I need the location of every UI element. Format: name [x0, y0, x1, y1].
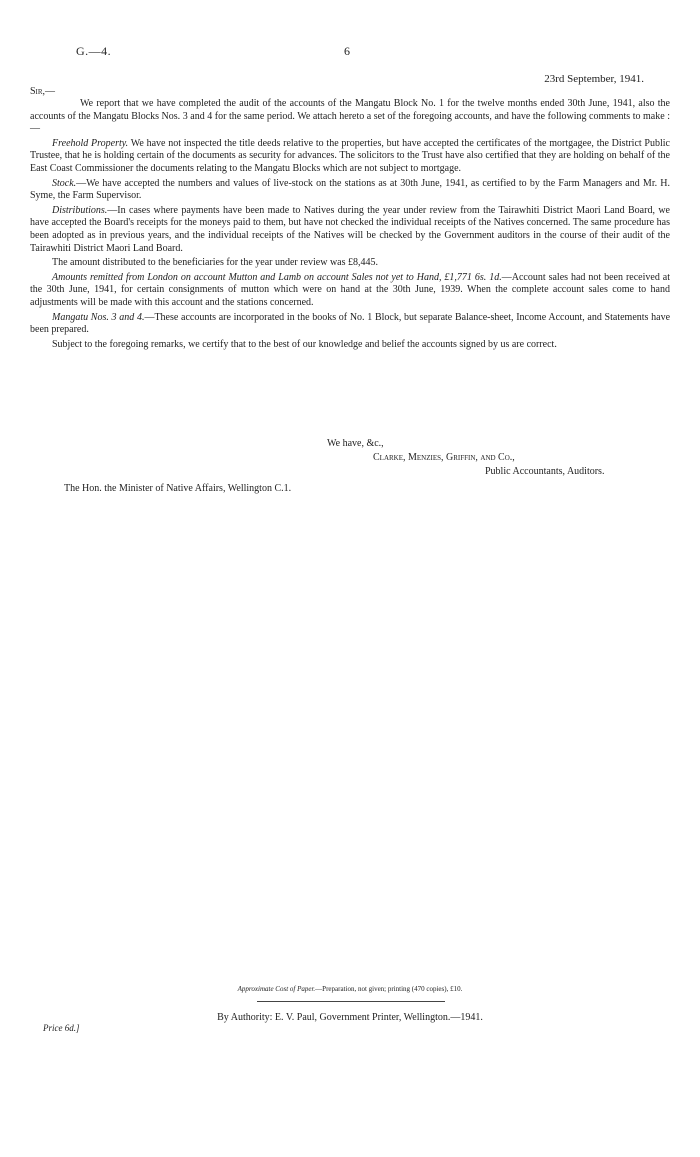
price: Price 6d.] [43, 1023, 80, 1033]
paragraph-distributions [30, 205, 670, 255]
cost-label: Approximate Cost of Paper. [237, 985, 316, 993]
heading-distributions: Distributions. [52, 204, 108, 216]
paragraph-intro: We report that we have completed the audit of the accounts of the Mangatu Block No. 1 for the twelve months ended 30th June, 1941, also the accounts of the Mangatu Blocks Nos. 3 and 4 for the same period. We attach hereto a set of the foregoing accounts, and have the following comments to make :— [30, 98, 670, 135]
signature-firm: Clarke, Menzies, Griffin, and Co., [373, 452, 515, 463]
page-number: 6 [344, 44, 350, 58]
paragraph-amounts-remitted [30, 272, 670, 310]
letter-body [30, 98, 670, 353]
paragraph-certification: Subject to the foregoing remarks, we certify that to the best of our knowledge and belief the accounts signed by us are correct. [52, 338, 557, 350]
document-reference: G.—4. [76, 44, 112, 58]
text-amounts-remitted: —Account sales had not been received at the 30th June, 1941, for certain consignments of mutton which were on hand at the 30th June, 1939. When the complete account sales come to hand adjustments will be made with this account and the stations concerned. [30, 271, 671, 308]
paragraph-amount-distributed: The amount distributed to the beneficiaries for the year under review was £8,445. [52, 257, 379, 269]
signature-we-have: We have, &c., [327, 438, 384, 449]
heading-stock: Stock. [52, 177, 77, 189]
cost-of-paper [0, 985, 700, 993]
text-freehold-property: We have not inspected the title deeds relative to the properties, but have accepted the certificates of the mortgagee, the District Public Trustee, that he is holding certain of the documents as security for advances. The solicitors to the Trust have also certified that they are holding on behalf of the East Coast Commissioner the documents relating to the Mangatu Blocks which are not subject to mortgage. [30, 137, 670, 174]
text-distributions: —In cases where payments have been made to Natives during the year under review from the Tairawhiti District Maori Land Board, we have accepted the Board's receipts for the moneys paid to them, but have not checked the individual receipts of the Natives concerned. The same procedure has been adopted as in previous years, and the individual receipts of the Natives will be checked by the Government auditors in the course of their audit of the Tairawhiti District Maori Land Board. [30, 204, 670, 254]
salutation: Sir,— [30, 86, 56, 97]
text-stock: —We have accepted the numbers and values of live-stock on the stations as at 30th June, 1941, as certified to by the Farm Managers and Mr. H. Syme, the Farm Supervisor. [30, 177, 670, 202]
printer-authority: By Authority: E. V. Paul, Government Printer, Wellington.—1941. [217, 1012, 483, 1023]
cost-text: —Preparation, not given; printing (470 copies), £10. [315, 985, 463, 993]
heading-amounts-remitted: Amounts remitted from London on account Mutton and Lamb on account Sales not yet to Hand, £1,771 6s. 1d. [52, 271, 502, 283]
addressee: The Hon. the Minister of Native Affairs, Wellington C.1. [64, 483, 292, 494]
signature-title: Public Accountants, Auditors. [485, 466, 605, 477]
text-mangatu-3-4: —These accounts are incorporated in the books of No. 1 Block, but separate Balance-sheet, Income Account, and Statements have been prepared. [30, 311, 671, 336]
paragraph-stock [30, 178, 670, 203]
heading-freehold-property: Freehold Property. [52, 137, 129, 149]
paragraph-mangatu-3-4 [30, 312, 670, 337]
heading-mangatu-3-4: Mangatu Nos. 3 and 4. [52, 311, 145, 323]
footer-divider [257, 1001, 445, 1002]
letter-date: 23rd September, 1941. [544, 73, 644, 85]
paragraph-freehold-property [30, 138, 670, 176]
